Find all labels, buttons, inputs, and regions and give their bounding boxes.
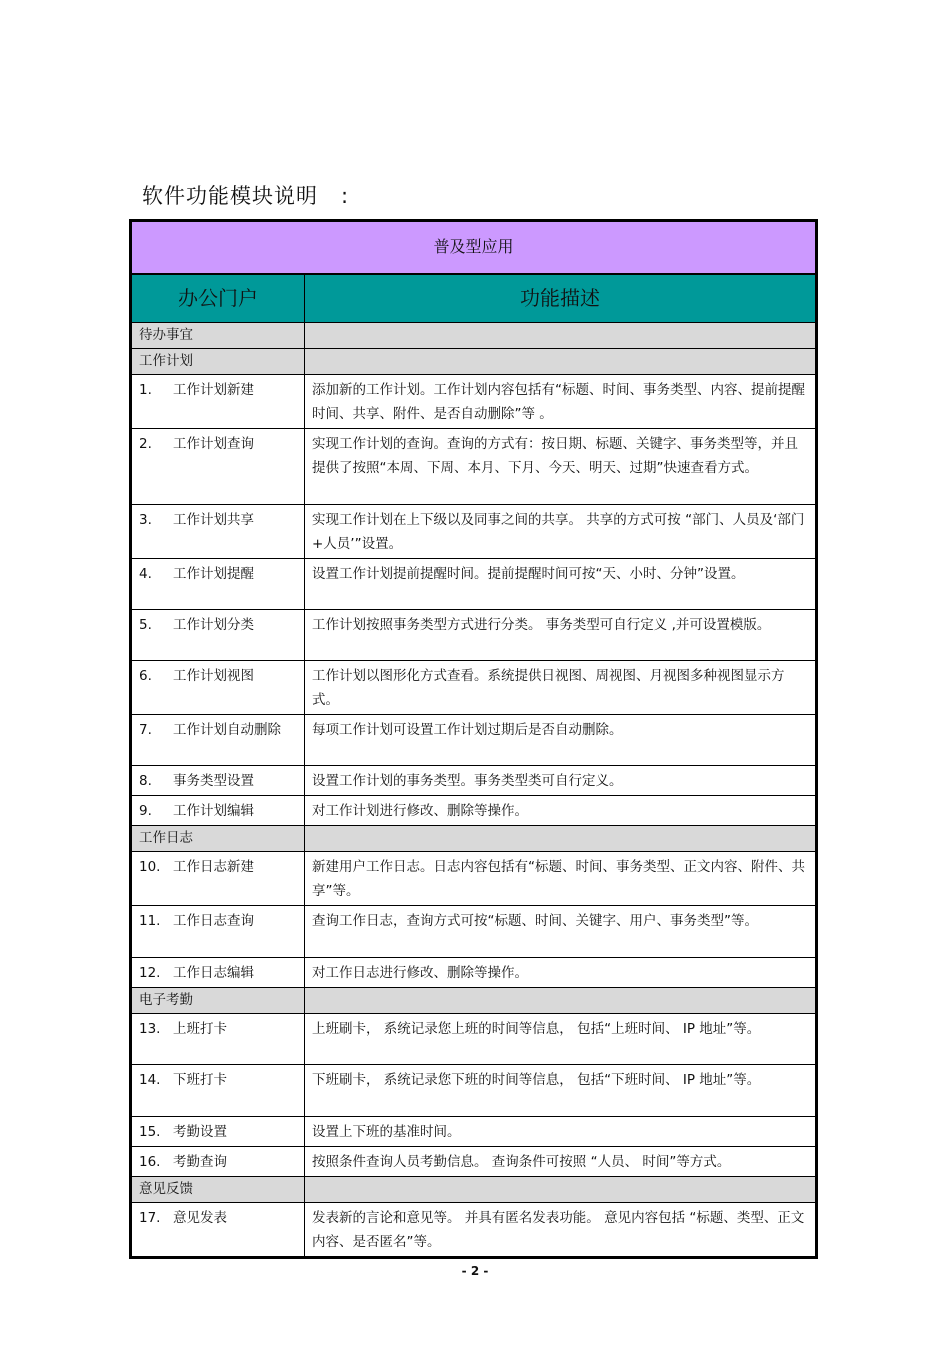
feature-name-cell bbox=[132, 505, 305, 559]
table-row bbox=[132, 906, 816, 958]
table-row bbox=[132, 1117, 816, 1147]
category-empty-cell bbox=[305, 826, 816, 852]
feature-description: 按照条件查询人员考勤信息。 查询条件可按照 “人员、 时间”等方式。 bbox=[305, 1147, 816, 1177]
feature-name: 工作日志编辑 bbox=[173, 965, 254, 981]
feature-description: 实现工作计划在上下级以及同事之间的共享。 共享的方式可按 “部门、人员及‘部门 +人员’”设置。 bbox=[305, 505, 816, 559]
feature-name-cell bbox=[132, 559, 305, 610]
category-empty-cell bbox=[305, 349, 816, 375]
column-header-description: 功能描述 bbox=[305, 274, 816, 323]
document-title: 软件功能模块说明 : bbox=[142, 184, 350, 208]
feature-name-cell bbox=[132, 852, 305, 906]
feature-name-cell bbox=[132, 429, 305, 505]
feature-description: 实现工作计划的查询。查询的方式有：按日期、标题、关键字、事务类型等，并且提供了按照“本周、下周、本月、下月、今天、明天、过期”快速查看方式。 bbox=[305, 429, 816, 505]
item-number: 13. bbox=[139, 1021, 161, 1037]
feature-name: 上班打卡 bbox=[173, 1021, 227, 1037]
column-header-portal: 办公门户 bbox=[132, 274, 305, 323]
item-number: 17. bbox=[139, 1210, 161, 1226]
item-number: 9. bbox=[139, 803, 152, 819]
item-number: 10. bbox=[139, 859, 161, 875]
category-label: 电子考勤 bbox=[132, 988, 305, 1014]
feature-description: 设置上下班的基准时间。 bbox=[305, 1117, 816, 1147]
feature-name: 意见发表 bbox=[173, 1210, 227, 1226]
table-row bbox=[132, 796, 816, 826]
feature-name: 工作日志查询 bbox=[173, 913, 254, 929]
feature-description: 新建用户工作日志。日志内容包括有“标题、时间、事务类型、正文内容、附件、共享”等。 bbox=[305, 852, 816, 906]
category-label: 工作日志 bbox=[132, 826, 305, 852]
item-number: 4. bbox=[139, 566, 152, 582]
item-number: 14. bbox=[139, 1072, 161, 1088]
feature-description: 工作计划按照事务类型方式进行分类。 事务类型可自行定义 ,并可设置模版。 bbox=[305, 610, 816, 661]
category-empty-cell bbox=[305, 988, 816, 1014]
feature-description: 设置工作计划提前提醒时间。提前提醒时间可按“天、小时、分钟”设置。 bbox=[305, 559, 816, 610]
table-row bbox=[132, 559, 816, 610]
category-row bbox=[132, 323, 816, 349]
feature-name-cell bbox=[132, 906, 305, 958]
table-row bbox=[132, 1203, 816, 1257]
feature-name: 下班打卡 bbox=[173, 1072, 227, 1088]
feature-name: 工作计划自动删除 bbox=[173, 722, 281, 738]
table-row bbox=[132, 375, 816, 429]
feature-table-grid bbox=[131, 221, 816, 1257]
feature-name: 工作计划共享 bbox=[173, 512, 254, 528]
feature-name-cell bbox=[132, 1065, 305, 1117]
feature-description: 发表新的言论和意见等。 并具有匿名发表功能。 意见内容包括 “标题、类型、正文内容、是否匿名”等。 bbox=[305, 1203, 816, 1257]
table-row bbox=[132, 505, 816, 559]
feature-name-cell bbox=[132, 796, 305, 826]
table-banner-row bbox=[132, 222, 816, 274]
category-row bbox=[132, 826, 816, 852]
item-number: 16. bbox=[139, 1154, 161, 1170]
page-number: - 2 - bbox=[461, 1264, 489, 1278]
feature-name: 考勤设置 bbox=[173, 1124, 227, 1140]
feature-name-cell bbox=[132, 375, 305, 429]
feature-description: 每项工作计划可设置工作计划过期后是否自动删除。 bbox=[305, 715, 816, 766]
feature-name: 事务类型设置 bbox=[173, 773, 254, 789]
table-row bbox=[132, 852, 816, 906]
category-label: 意见反馈 bbox=[132, 1177, 305, 1203]
feature-name-cell bbox=[132, 1117, 305, 1147]
feature-description: 添加新的工作计划。工作计划内容包括有“标题、时间、事务类型、内容、提前提醒时间、共享、附件、是否自动删除”等 。 bbox=[305, 375, 816, 429]
item-number: 5. bbox=[139, 617, 152, 633]
feature-name-cell bbox=[132, 715, 305, 766]
category-empty-cell bbox=[305, 1177, 816, 1203]
table-row bbox=[132, 1014, 816, 1065]
feature-name: 工作计划编辑 bbox=[173, 803, 254, 819]
feature-description: 上班刷卡， 系统记录您上班的时间等信息， 包括“上班时间、 IP 地址”等。 bbox=[305, 1014, 816, 1065]
feature-description: 对工作日志进行修改、删除等操作。 bbox=[305, 958, 816, 988]
category-row bbox=[132, 1177, 816, 1203]
feature-table bbox=[129, 219, 818, 1259]
feature-name: 工作日志新建 bbox=[173, 859, 254, 875]
category-empty-cell bbox=[305, 323, 816, 349]
feature-description: 工作计划以图形化方式查看。系统提供日视图、周视图、月视图多种视图显示方式。 bbox=[305, 661, 816, 715]
category-row bbox=[132, 988, 816, 1014]
item-number: 11. bbox=[139, 913, 161, 929]
feature-name: 工作计划提醒 bbox=[173, 566, 254, 582]
feature-name: 考勤查询 bbox=[173, 1154, 227, 1170]
item-number: 6. bbox=[139, 668, 152, 684]
table-row bbox=[132, 429, 816, 505]
feature-name-cell bbox=[132, 1147, 305, 1177]
feature-name: 工作计划分类 bbox=[173, 617, 254, 633]
item-number: 15. bbox=[139, 1124, 161, 1140]
feature-description: 设置工作计划的事务类型。事务类型类可自行定义。 bbox=[305, 766, 816, 796]
item-number: 3. bbox=[139, 512, 152, 528]
feature-name: 工作计划新建 bbox=[173, 382, 254, 398]
feature-name-cell bbox=[132, 1203, 305, 1257]
category-label: 工作计划 bbox=[132, 349, 305, 375]
feature-name: 工作计划查询 bbox=[173, 436, 254, 452]
feature-description: 对工作计划进行修改、删除等操作。 bbox=[305, 796, 816, 826]
table-row bbox=[132, 661, 816, 715]
table-row bbox=[132, 766, 816, 796]
category-label: 待办事宜 bbox=[132, 323, 305, 349]
table-header-row bbox=[132, 274, 816, 323]
feature-name-cell bbox=[132, 958, 305, 988]
item-number: 12. bbox=[139, 965, 161, 981]
feature-name-cell bbox=[132, 1014, 305, 1065]
category-row bbox=[132, 349, 816, 375]
item-number: 7. bbox=[139, 722, 152, 738]
feature-name-cell bbox=[132, 610, 305, 661]
table-row bbox=[132, 1065, 816, 1117]
table-row bbox=[132, 715, 816, 766]
item-number: 8. bbox=[139, 773, 152, 789]
feature-name-cell bbox=[132, 661, 305, 715]
feature-description: 下班刷卡， 系统记录您下班的时间等信息， 包括“下班时间、 IP 地址”等。 bbox=[305, 1065, 816, 1117]
table-row bbox=[132, 958, 816, 988]
table-row bbox=[132, 610, 816, 661]
table-row bbox=[132, 1147, 816, 1177]
table-banner: 普及型应用 bbox=[132, 222, 816, 274]
feature-name-cell bbox=[132, 766, 305, 796]
item-number: 1. bbox=[139, 382, 152, 398]
feature-name: 工作计划视图 bbox=[173, 668, 254, 684]
item-number: 2. bbox=[139, 436, 152, 452]
feature-description: 查询工作日志，查询方式可按“标题、时间、关键字、用户、事务类型”等。 bbox=[305, 906, 816, 958]
